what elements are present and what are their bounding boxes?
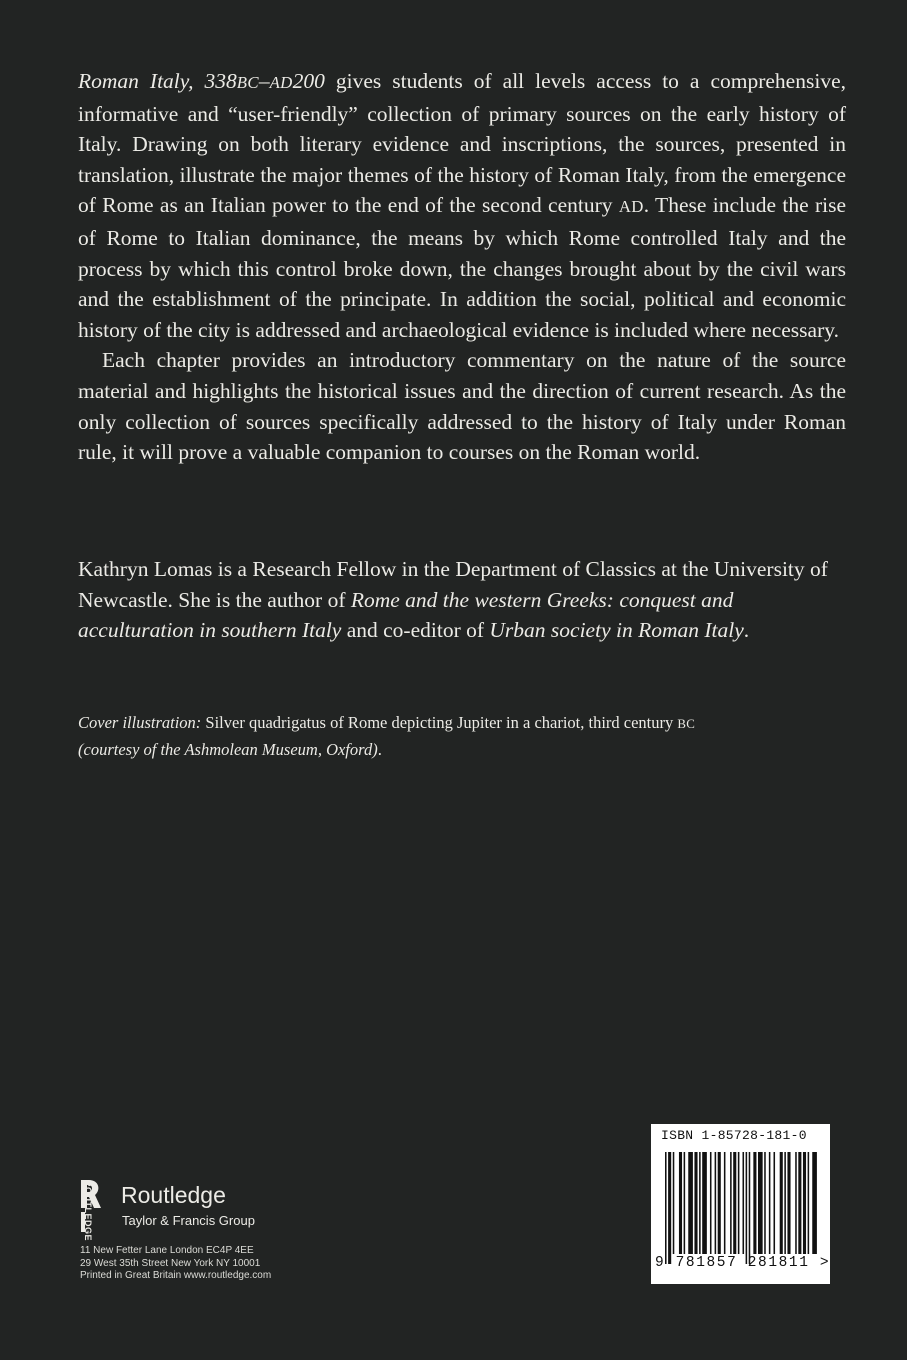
barcode-bar [688, 1152, 693, 1254]
book-title: Roman Italy, 338BC–AD200 [78, 69, 325, 93]
description-paragraph-1: Roman Italy, 338BC–AD200 gives students of all levels access to a comprehensive, informative and “user-friendly” collection of primary sources on the early history of Italy. Drawing on both literary evidence and inscriptions, the sources, presented in translation, illustrate the major themes of the history of Roman Italy, from the emergence of Rome as an Italian power to the end of the second century AD. These include the rise of Rome to Italian dominance, the means by which Rome controlled Italy and the process by which this control broke down, the changes brought about by the civil wars and the establishment of the principate. In addition the social, political and economic history of the city is addressed and archaeological evidence is included where necessary. [78, 69, 846, 342]
barcode-bar [780, 1152, 783, 1254]
barcode-bar [718, 1152, 721, 1254]
publisher-address [80, 1245, 271, 1283]
barcode-bar [764, 1152, 766, 1254]
barcode-bar [694, 1152, 697, 1254]
address-line: 11 New Fetter Lane London EC4P 4EE [80, 1245, 254, 1256]
barcode-bar [746, 1152, 748, 1264]
barcode-bar [730, 1152, 732, 1254]
barcode-bar [769, 1152, 771, 1254]
barcode-bar [710, 1152, 712, 1254]
cover-label: Cover illustration: [78, 713, 202, 732]
barcode-bar [808, 1152, 810, 1254]
barcode-bar [795, 1152, 797, 1254]
isbn-barcode [651, 1124, 830, 1284]
barcode-bar [798, 1152, 801, 1254]
barcode-bar [758, 1152, 763, 1254]
barcode-bar [738, 1152, 740, 1254]
cover-credit: (courtesy of the Ashmolean Museum, Oxford) [78, 740, 378, 759]
address-line: Printed in Great Britain www.routledge.com [80, 1270, 272, 1281]
barcode-bar [673, 1152, 675, 1254]
isbn-label: ISBN 1-85728-181-0 [661, 1128, 807, 1143]
barcode-bars [665, 1152, 817, 1264]
publisher-group: Taylor & Francis Group [122, 1213, 255, 1228]
barcode-bar [787, 1152, 790, 1254]
barcode-bar [743, 1152, 745, 1254]
barcode-bar [784, 1152, 786, 1254]
barcode-bar [668, 1152, 671, 1264]
barcode-bar [684, 1152, 686, 1254]
barcode-bar [699, 1152, 701, 1254]
barcode-bar [733, 1152, 736, 1254]
author-bio: Kathryn Lomas is a Research Fellow in the Department of Classics at the University of Newcastle. She is the author of Rome and the western Greeks: conquest and acculturation in southern Italy and co-editor of Urban society in Roman Italy. [78, 557, 828, 643]
address-line: 29 West 35th Street New York NY 10001 [80, 1257, 261, 1269]
barcode-bar [749, 1152, 751, 1264]
book-description [78, 66, 846, 468]
barcode-bar [702, 1152, 707, 1254]
barcode-bar [679, 1152, 682, 1254]
barcode-bar [803, 1152, 806, 1254]
description-paragraph-2: Each chapter provides an introductory commentary on the nature of the source material and highlights the historical issues and the direction of current research. As the only collection of sources specifically addressed to the history of Italy under Roman rule, it will prove a valuable companion to courses on the Roman world. [78, 348, 846, 465]
barcode-bar [753, 1152, 756, 1254]
barcode-bar [715, 1152, 717, 1254]
barcode-bar [665, 1152, 667, 1264]
cover-illustration-credit: Cover illustration: Silver quadrigatus of Rome depicting Jupiter in a chariot, third century BC (courtesy of the Ashmolean Museum, Oxford). [78, 713, 696, 759]
book-reference-2: Urban society in Roman Italy [489, 618, 744, 643]
barcode-bar [774, 1152, 776, 1254]
book-reference-1: Rome and the western Greeks: conquest and acculturation in southern Italy [78, 587, 734, 643]
ean-number: 9 781857 281811 > [655, 1255, 831, 1271]
publisher-logo [79, 1178, 339, 1242]
publisher-name: Routledge [121, 1182, 226, 1208]
publisher-vertical-wordmark: ROUTLEDGE [83, 1180, 93, 1242]
barcode-bar [812, 1152, 817, 1254]
barcode-bar [724, 1152, 726, 1254]
